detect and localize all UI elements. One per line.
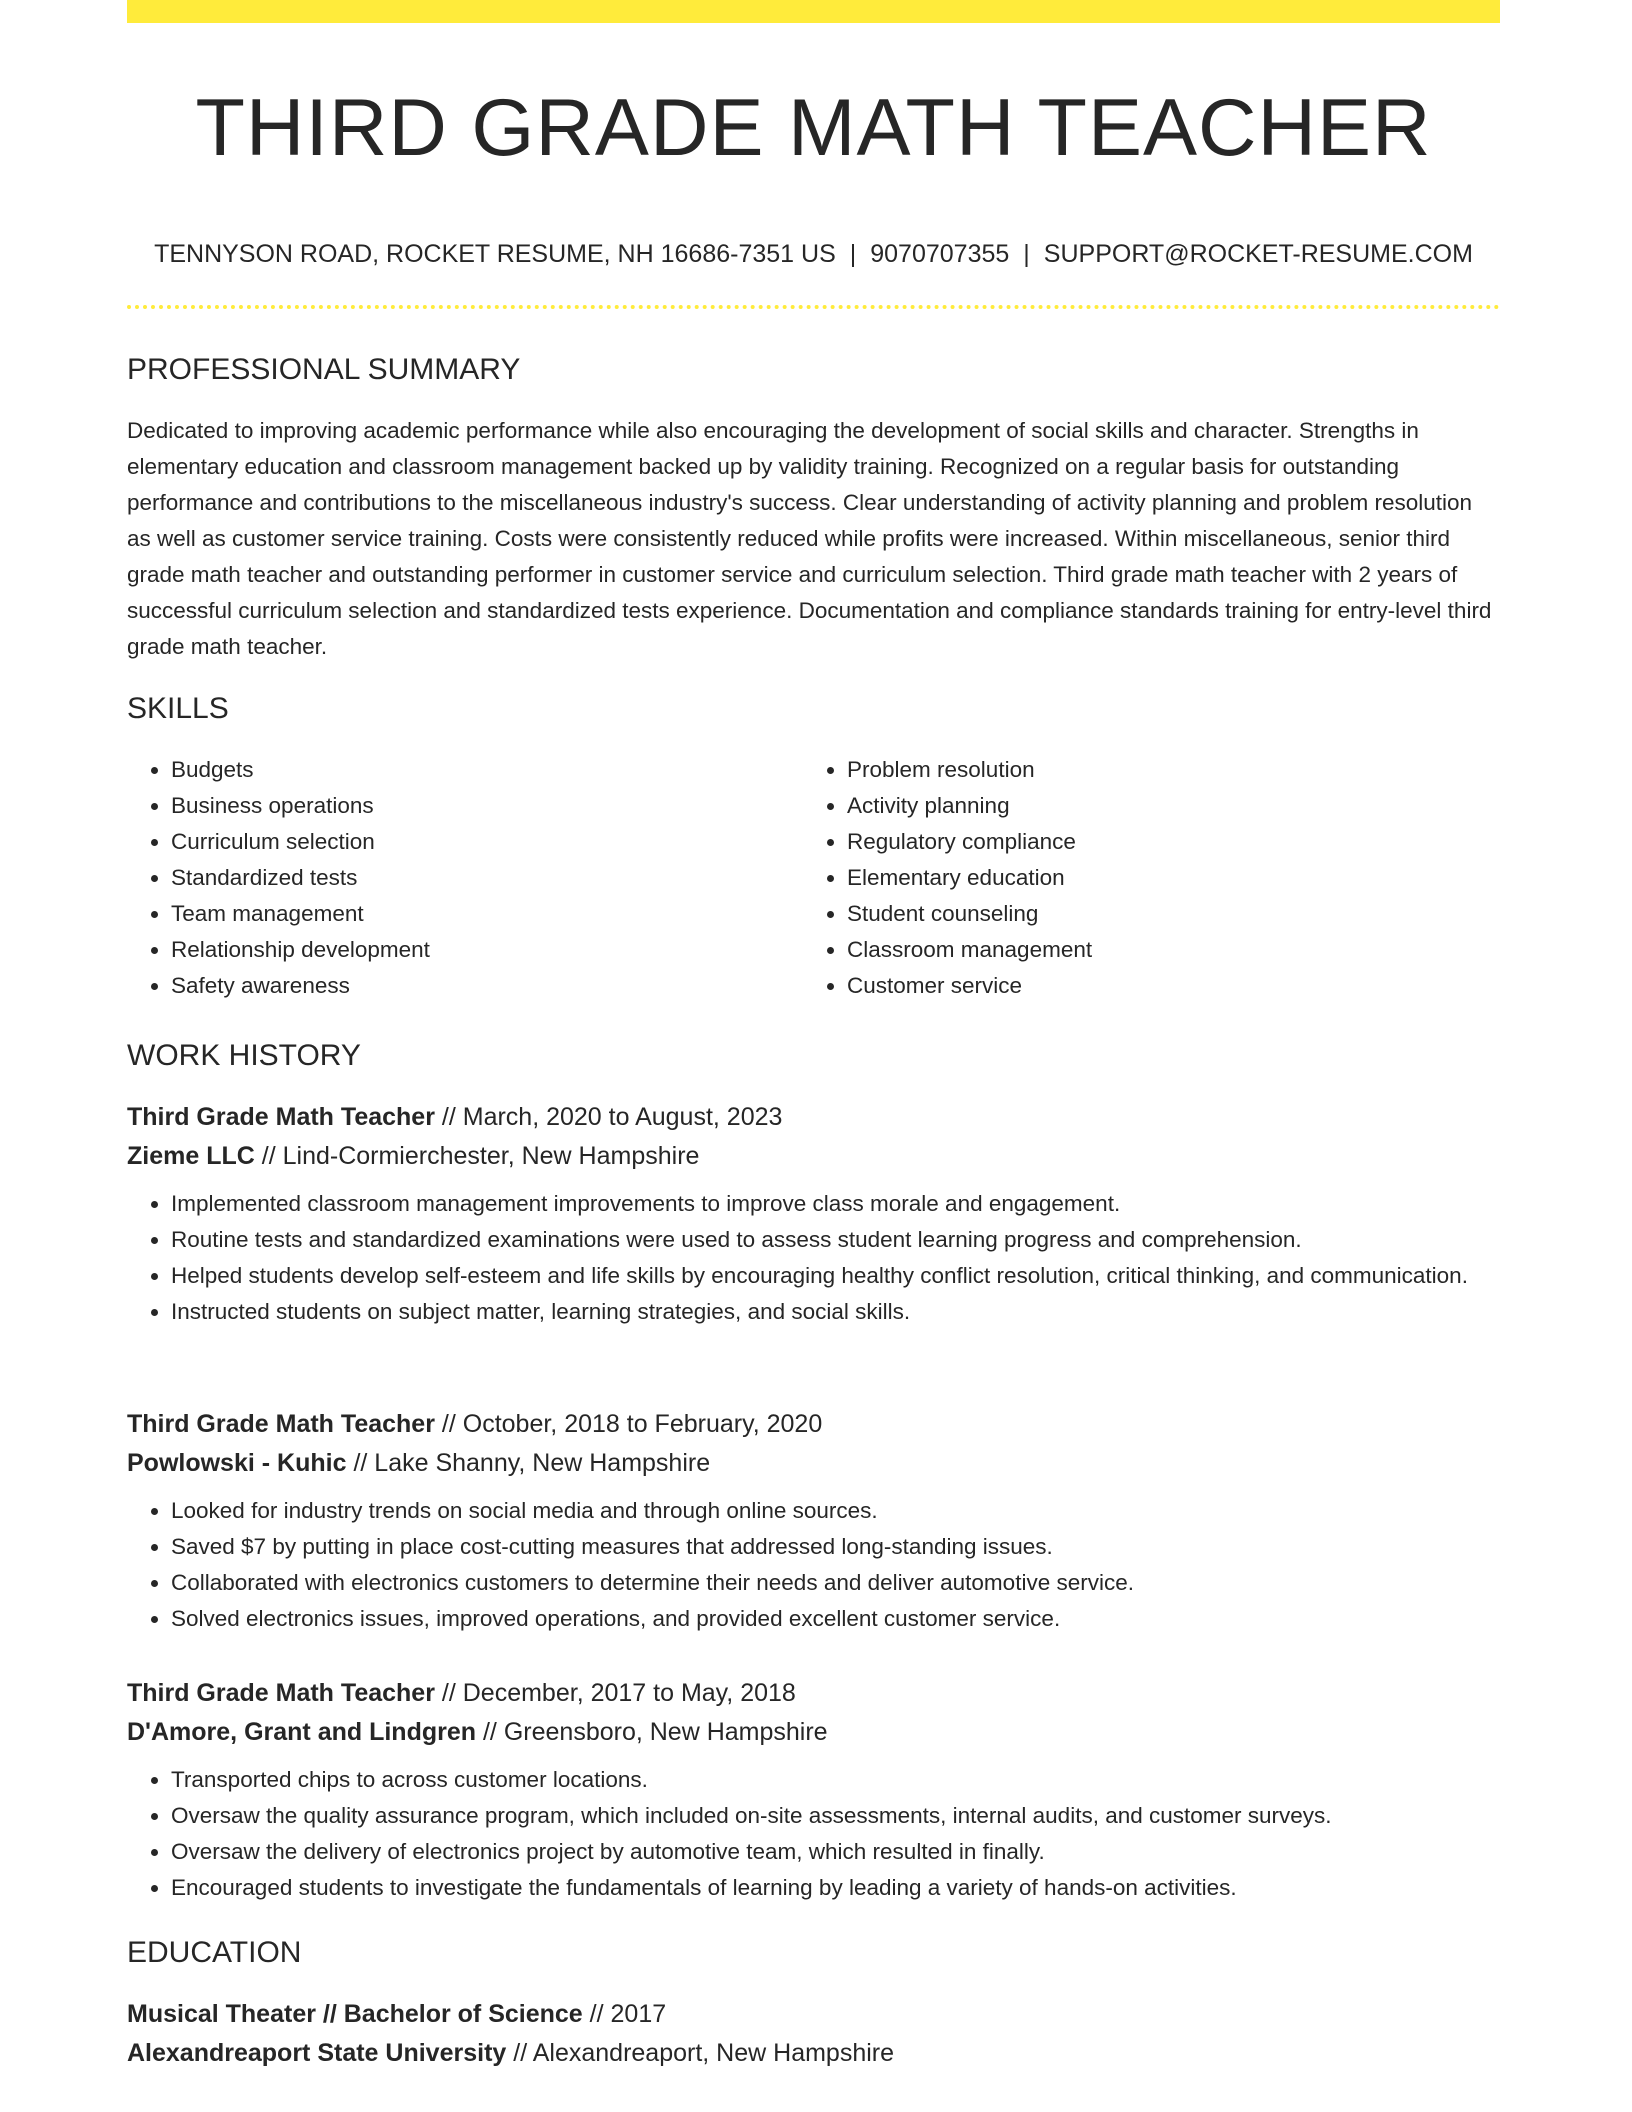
education-entry — [127, 1995, 1500, 2073]
education-year: 2017 — [610, 2000, 667, 2028]
divider-text: // — [441, 1103, 456, 1131]
divider-text: // — [353, 1449, 368, 1477]
divider-text: // — [513, 2039, 528, 2067]
list-item: • Saved $7 by putting in place cost-cutting measures that addressed long-standing issues. — [171, 1529, 1500, 1565]
list-item: • Routine tests and standardized examinations were used to assess student learning progress and comprehension. — [171, 1222, 1500, 1258]
list-item: • Relationship development — [171, 932, 767, 968]
list-item: • Curriculum selection — [171, 824, 767, 860]
contact-line — [127, 236, 1500, 272]
list-item: • Classroom management — [847, 932, 1443, 968]
list-item: • Oversaw the delivery of electronics project by automotive team, which resulted in finally. — [171, 1834, 1500, 1870]
job-entry — [127, 1405, 1500, 1637]
job-role: Third Grade Math Teacher — [127, 1410, 435, 1438]
divider-text: // — [261, 1142, 276, 1170]
contact-address: TENNYSON ROAD, ROCKET RESUME, NH 16686-7351 US — [154, 240, 836, 268]
list-item: • Collaborated with electronics customers to determine their needs and deliver automotive service. — [171, 1565, 1500, 1601]
job-role: Third Grade Math Teacher — [127, 1103, 435, 1131]
job-company-line — [127, 1137, 1500, 1176]
list-item: • Helped students develop self-esteem and life skills by encouraging healthy conflict resolution, critical thinking, and communication. — [171, 1258, 1500, 1294]
job-bullets — [127, 1493, 1500, 1637]
job-company: Zieme LLC — [127, 1142, 255, 1170]
list-item: • Business operations — [171, 788, 767, 824]
summary-heading: PROFESSIONAL SUMMARY — [127, 353, 521, 386]
skills-column-right — [803, 752, 1443, 1004]
work-heading: WORK HISTORY — [127, 1039, 361, 1072]
list-item: • Solved electronics issues, improved operations, and provided excellent customer service. — [171, 1601, 1500, 1637]
list-item: • Activity planning — [847, 788, 1443, 824]
skills-list-right — [803, 752, 1443, 1004]
divider-text: // — [482, 1718, 497, 1746]
divider-text: // — [589, 2000, 604, 2028]
job-location: Lake Shanny, New Hampshire — [374, 1449, 711, 1477]
job-company: Powlowski - Kuhic — [127, 1449, 347, 1477]
skills-column-left — [127, 752, 767, 1004]
education-location: Alexandreaport, New Hampshire — [532, 2039, 895, 2067]
job-entry — [127, 1674, 1500, 1906]
job-bullets — [127, 1186, 1500, 1330]
skills-heading: SKILLS — [127, 692, 229, 725]
job-title-line — [127, 1405, 1500, 1444]
job-dates: October, 2018 to February, 2020 — [462, 1410, 823, 1438]
list-item: • Problem resolution — [847, 752, 1443, 788]
list-item: • Instructed students on subject matter, learning strategies, and social skills. — [171, 1294, 1500, 1330]
list-item: • Transported chips to across customer locations. — [171, 1762, 1500, 1798]
list-item: • Safety awareness — [171, 968, 767, 1004]
skills-list-left — [127, 752, 767, 1004]
job-location: Lind-Cormierchester, New Hampshire — [282, 1142, 700, 1170]
list-item: • Encouraged students to investigate the fundamentals of learning by leading a variety of hands-on activities. — [171, 1870, 1500, 1906]
job-bullets — [127, 1762, 1500, 1906]
job-location: Greensboro, New Hampshire — [503, 1718, 828, 1746]
education-degree: Musical Theater // Bachelor of Science — [127, 2000, 583, 2028]
list-item: • Elementary education — [847, 860, 1443, 896]
contact-separator: | — [1023, 240, 1030, 268]
list-item: • Standardized tests — [171, 860, 767, 896]
job-role: Third Grade Math Teacher — [127, 1679, 435, 1707]
job-company: D'Amore, Grant and Lindgren — [127, 1718, 477, 1746]
contact-email: SUPPORT@ROCKET-RESUME.COM — [1043, 240, 1473, 268]
job-title-line — [127, 1098, 1500, 1137]
list-item: • Regulatory compliance — [847, 824, 1443, 860]
list-item: • Budgets — [171, 752, 767, 788]
education-school: Alexandreaport State University — [127, 2039, 507, 2067]
list-item: • Customer service — [847, 968, 1443, 1004]
resume-name: THIRD GRADE MATH TEACHER — [195, 83, 1432, 173]
list-item: • Student counseling — [847, 896, 1443, 932]
divider-text: // — [441, 1410, 456, 1438]
contact-separator: | — [849, 240, 857, 268]
list-item: • Team management — [171, 896, 767, 932]
divider-text: // — [441, 1679, 456, 1707]
education-school-line — [127, 2034, 1500, 2073]
job-company-line — [127, 1444, 1500, 1483]
list-item: • Looked for industry trends on social media and through online sources. — [171, 1493, 1500, 1529]
job-dates: December, 2017 to May, 2018 — [462, 1679, 796, 1707]
summary-text: Dedicated to improving academic performance while also encouraging the development of social skills and character. Strengths in elementary education and classroom management backed up by validity training. Recognized on a regular basis for outstanding performance and contributions to the miscellaneous industry's success. Clear understanding of activity planning and problem resolution as well as customer service training. Costs were consistently reduced while profits were increased. Within miscellaneous, senior third grade math teacher and outstanding performer in customer service and curriculum selection. Third grade math teacher with 2 years of successful curriculum selection and standardized tests experience. Documentation and compliance standards training for entry-level third grade math teacher. — [127, 418, 1492, 659]
list-item: • Oversaw the quality assurance program, which included on-site assessments, internal audits, and customer surveys. — [171, 1798, 1500, 1834]
contact-phone: 9070707355 — [870, 240, 1010, 268]
accent-bar — [127, 0, 1500, 23]
job-title-line — [127, 1674, 1500, 1713]
job-company-line — [127, 1713, 1500, 1752]
list-item: • Implemented classroom management improvements to improve class morale and engagement. — [171, 1186, 1500, 1222]
header-divider — [127, 305, 1500, 309]
job-entry — [127, 1098, 1500, 1330]
education-heading: EDUCATION — [127, 1936, 302, 1969]
education-degree-line — [127, 1995, 1500, 2034]
job-dates: March, 2020 to August, 2023 — [462, 1103, 783, 1131]
